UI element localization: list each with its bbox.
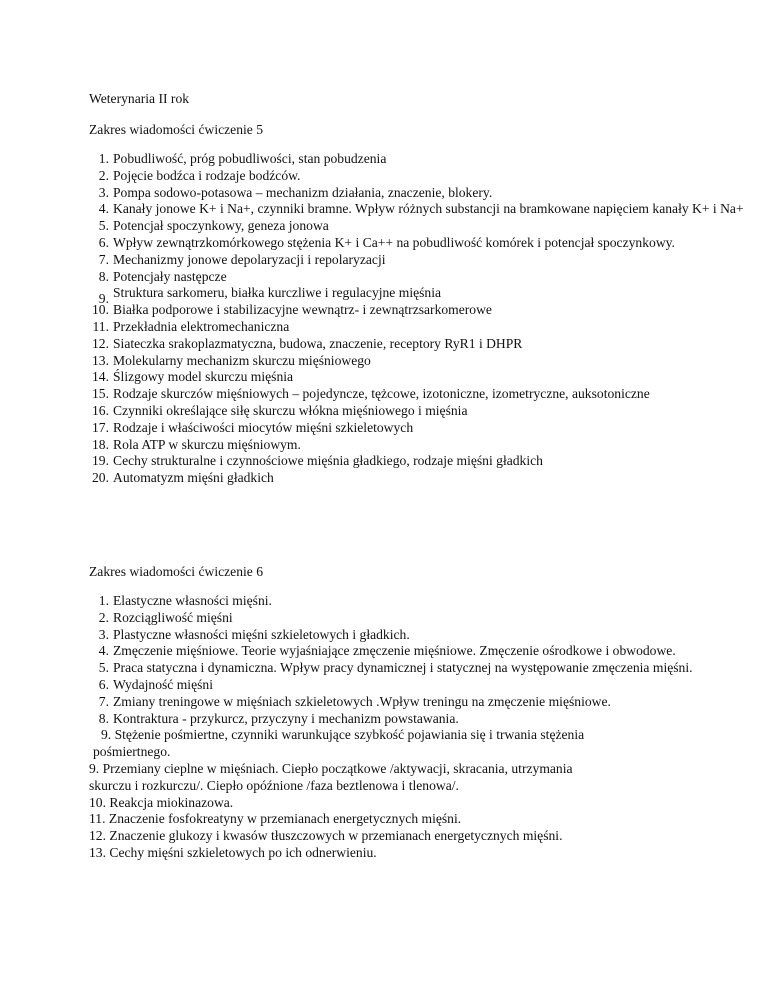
list-item-number: 17. bbox=[92, 419, 109, 435]
paragraph bbox=[89, 795, 768, 812]
list-item-text: Rodzaje skurczów mięśniowych – pojedyncze, tężcowe, izotoniczne, izometryczne, auksotoniczne bbox=[113, 386, 650, 402]
list-item-text: Potencjał spoczynkowy, geneza jonowa bbox=[113, 218, 329, 234]
list-item bbox=[89, 269, 749, 286]
list-item-number: 11. bbox=[92, 318, 109, 334]
section-6-list bbox=[89, 593, 749, 761]
list-item-number: 5. bbox=[98, 218, 109, 234]
paragraph-continuation: skurczu i rozkurczu/. Ciepło opóźnione /faza beztlenowa i tlenowa/. bbox=[89, 777, 459, 793]
list-item bbox=[89, 627, 749, 644]
list-item-number: 4. bbox=[98, 643, 109, 659]
list-item-text: Wydajność mięśni bbox=[113, 676, 213, 692]
list-item bbox=[89, 437, 749, 454]
list-item-text: Ślizgowy model skurczu mięśnia bbox=[113, 369, 294, 385]
list-item bbox=[89, 302, 749, 319]
paragraph bbox=[89, 761, 768, 795]
list-item-number: 6. bbox=[98, 234, 109, 250]
list-item-text: 9. Stężenie pośmiertne, czynniki warunkujące szybkość pojawiania się i trwania stężenia bbox=[101, 727, 585, 743]
list-item-number: 15. bbox=[92, 386, 109, 402]
list-item-text: Rola ATP w skurczu mięśniowym. bbox=[113, 436, 301, 452]
list-item bbox=[89, 151, 749, 168]
list-item-number: 4. bbox=[98, 201, 109, 217]
list-item-text: Elastyczne własności mięśni. bbox=[113, 593, 272, 608]
list-item-number: 9. bbox=[98, 291, 109, 307]
list-item-text: Wpływ zewnątrzkomórkowego stężenia K+ i Ca++ na pobudliwość komórek i potencjał spoczynkowy. bbox=[113, 234, 675, 250]
list-item-number: 1. bbox=[98, 593, 109, 608]
list-item bbox=[89, 643, 749, 660]
list-item bbox=[89, 319, 749, 336]
list-item-number: 20. bbox=[92, 470, 109, 486]
paragraph-text: 10. Reakcja miokinazowa. bbox=[89, 794, 234, 810]
list-item bbox=[89, 369, 749, 386]
list-item-text: Przekładnia elektromechaniczna bbox=[113, 318, 290, 334]
list-item bbox=[89, 677, 749, 694]
list-item-text: Plastyczne własności mięśni szkieletowych i gładkich. bbox=[113, 626, 410, 642]
list-item bbox=[89, 593, 749, 610]
list-item bbox=[89, 453, 749, 470]
list-item-text: Białka podporowe i stabilizacyjne wewnątrz- i zewnątrzsarkomerowe bbox=[113, 302, 492, 318]
section-6-plain-paragraphs bbox=[89, 761, 768, 862]
list-item-text: Zmiany treningowe w mięśniach szkieletowych .Wpływ treningu na zmęczenie mięśniowe. bbox=[113, 693, 611, 709]
list-item-text: Pobudliwość, próg pobudliwości, stan pobudzenia bbox=[113, 151, 387, 166]
list-item bbox=[89, 235, 749, 252]
section-5-list bbox=[89, 151, 749, 487]
paragraph bbox=[89, 811, 768, 828]
list-item bbox=[89, 285, 749, 307]
list-item bbox=[89, 353, 749, 370]
list-item-text: Siateczka srakoplazmatyczna, budowa, znaczenie, receptory RyR1 i DHPR bbox=[113, 335, 523, 351]
list-item-text: Rozciągliwość mięśni bbox=[113, 609, 233, 625]
list-item-text: Potencjały następcze bbox=[113, 268, 227, 284]
list-item-text: Cechy strukturalne i czynnościowe mięśnia gładkiego, rodzaje mięśni gładkich bbox=[113, 453, 543, 469]
list-item-text: Rodzaje i właściwości miocytów mięśni szkieletowych bbox=[113, 419, 414, 435]
list-item-text: Kanały jonowe K+ i Na+, czynniki bramne. Wpływ różnych substancji na bramkowane napięciem kanały K+ i Na+ bbox=[113, 201, 744, 217]
list-item-text: Struktura sarkomeru, białka kurczliwe i regulacyjne mięśnia bbox=[113, 285, 442, 301]
list-item-number: 10. bbox=[92, 302, 109, 318]
section-6-title: Zakres wiadomości ćwiczenie 6 bbox=[89, 564, 264, 579]
section-5-title: Zakres wiadomości ćwiczenie 5 bbox=[89, 122, 264, 137]
paragraph bbox=[89, 845, 768, 862]
paragraph-text: 13. Cechy mięśni szkieletowych po ich odnerwieniu. bbox=[89, 844, 377, 860]
list-item bbox=[89, 470, 749, 487]
paragraph bbox=[89, 828, 768, 845]
paragraph-text: 11. Znaczenie fosfokreatyny w przemianach energetycznych mięśni. bbox=[89, 811, 462, 827]
list-item-continuation: pośmiertnego. bbox=[93, 744, 171, 760]
list-item-text: Mechanizmy jonowe depolaryzacji i repolaryzacji bbox=[113, 251, 386, 267]
list-item-number: 8. bbox=[98, 710, 109, 726]
list-item bbox=[89, 610, 749, 627]
list-item bbox=[89, 386, 749, 403]
list-item-number: 1. bbox=[98, 151, 109, 166]
list-item bbox=[89, 694, 749, 711]
list-item bbox=[89, 168, 749, 185]
list-item bbox=[89, 660, 749, 677]
list-item bbox=[89, 403, 749, 420]
list-item-number: 14. bbox=[92, 369, 109, 385]
paragraph-text: 12. Znaczenie glukozy i kwasów tłuszczowych w przemianach energetycznych mięśni. bbox=[89, 828, 563, 844]
list-item bbox=[89, 185, 749, 202]
list-item-number: 16. bbox=[92, 402, 109, 418]
list-item-number: 13. bbox=[92, 352, 109, 368]
list-item-number: 7. bbox=[98, 251, 109, 267]
list-item-text: Pompa sodowo-potasowa – mechanizm działania, znaczenie, blokery. bbox=[113, 184, 493, 200]
list-item-text: Zmęczenie mięśniowe. Teorie wyjaśniające zmęczenie mięśniowe. Zmęczenie ośrodkowe i obwodowe. bbox=[113, 643, 676, 659]
list-item bbox=[89, 727, 749, 761]
list-item-number: 6. bbox=[98, 676, 109, 692]
list-item-number: 3. bbox=[98, 626, 109, 642]
list-item-text: Praca statyczna i dynamiczna. Wpływ pracy dynamicznej i statycznej na występowanie zmęczenia mięśni. bbox=[113, 660, 693, 676]
list-item-text: Molekularny mechanizm skurczu mięśniowego bbox=[113, 352, 371, 368]
list-item-number: 12. bbox=[92, 335, 109, 351]
list-item bbox=[89, 218, 749, 235]
list-item-number: 2. bbox=[98, 167, 109, 183]
list-item bbox=[89, 420, 749, 437]
list-item-text: Czynniki określające siłę skurczu włókna mięśniowego i mięśnia bbox=[113, 402, 468, 418]
list-item-text: Automatyzm mięśni gładkich bbox=[113, 470, 274, 486]
list-item-number: 2. bbox=[98, 609, 109, 625]
list-item bbox=[89, 336, 749, 353]
list-item bbox=[89, 252, 749, 269]
list-item-text: Pojęcie bodźca i rodzaje bodźców. bbox=[113, 167, 301, 183]
list-item-number: 3. bbox=[98, 184, 109, 200]
list-item-number: 8. bbox=[98, 268, 109, 284]
list-item bbox=[89, 201, 749, 218]
list-item bbox=[89, 711, 749, 728]
list-item-number: 19. bbox=[92, 453, 109, 469]
document-header: Weterynaria II rok bbox=[89, 91, 190, 106]
list-item-text: Kontraktura - przykurcz, przyczyny i mechanizm powstawania. bbox=[113, 710, 459, 726]
list-item-number: 18. bbox=[92, 436, 109, 452]
paragraph-text: 9. Przemiany cieplne w mięśniach. Ciepło początkowe /aktywacji, skracania, utrzymania bbox=[89, 761, 573, 776]
list-item-number: 5. bbox=[98, 660, 109, 676]
list-item-number: 7. bbox=[98, 693, 109, 709]
